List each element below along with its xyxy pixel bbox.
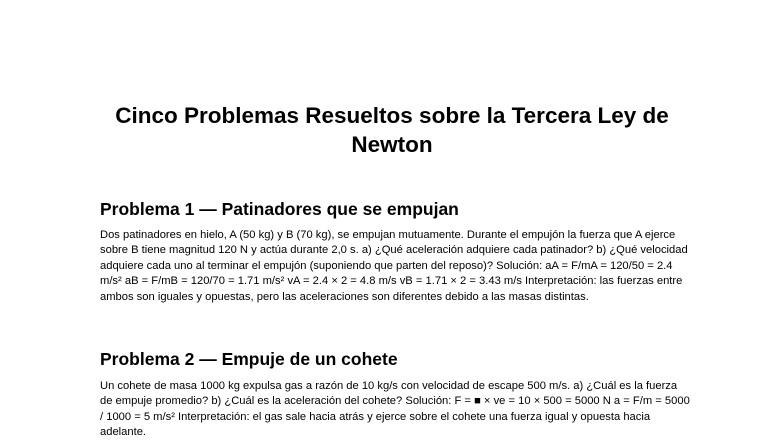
section-heading-problem-2: Problema 2 — Empuje de un cohete xyxy=(100,349,398,369)
section-heading-problem-1: Problema 1 — Patinadores que se empujan xyxy=(100,199,459,219)
section-body-problem-1: Dos patinadores en hielo, A (50 kg) y B (70 kg), se empujan mutuamente. Durante el empujón la fuerza que A ejerce sobre B tiene magnitud 120 N y actúa durante 2,0 s. a) ¿Qué aceleración adquiere cada patinador? b) ¿Qué velocidad adquiere cada uno al terminar el empujón (suponiendo que parten del reposo)? Solución: aA = F/mA = 120/50 = 2.4 m/s² aB = F/mB = 120/70 = 1.71 m/s² vA = 2.4 × 2 = 4.8 m/s vB = 1.71 × 2 = 3.43 m/s Interpretación: las fuerzas entre ambos son iguales y opuestas, pero las aceleraciones son diferentes debido a las masas distintas. xyxy=(100,229,688,303)
document-title: Cinco Problemas Resueltos sobre la Tercera Ley de Newton xyxy=(115,103,669,157)
section-body-problem-2: Un cohete de masa 1000 kg expulsa gas a razón de 10 kg/s con velocidad de escape 500 m/s. a) ¿Cuál es la fuerza de empuje promedio? b) ¿Cuál es la aceleración del cohete? Solución: F = ■ × ve = 10 × 500 = 5000 N a = F/m = 5000 / 1000 = 5 m/s² Interpretación: el gas sale hacia atrás y ejerce sobre el cohete una fuerza igual y opuesta hacia adelante. xyxy=(100,380,690,439)
